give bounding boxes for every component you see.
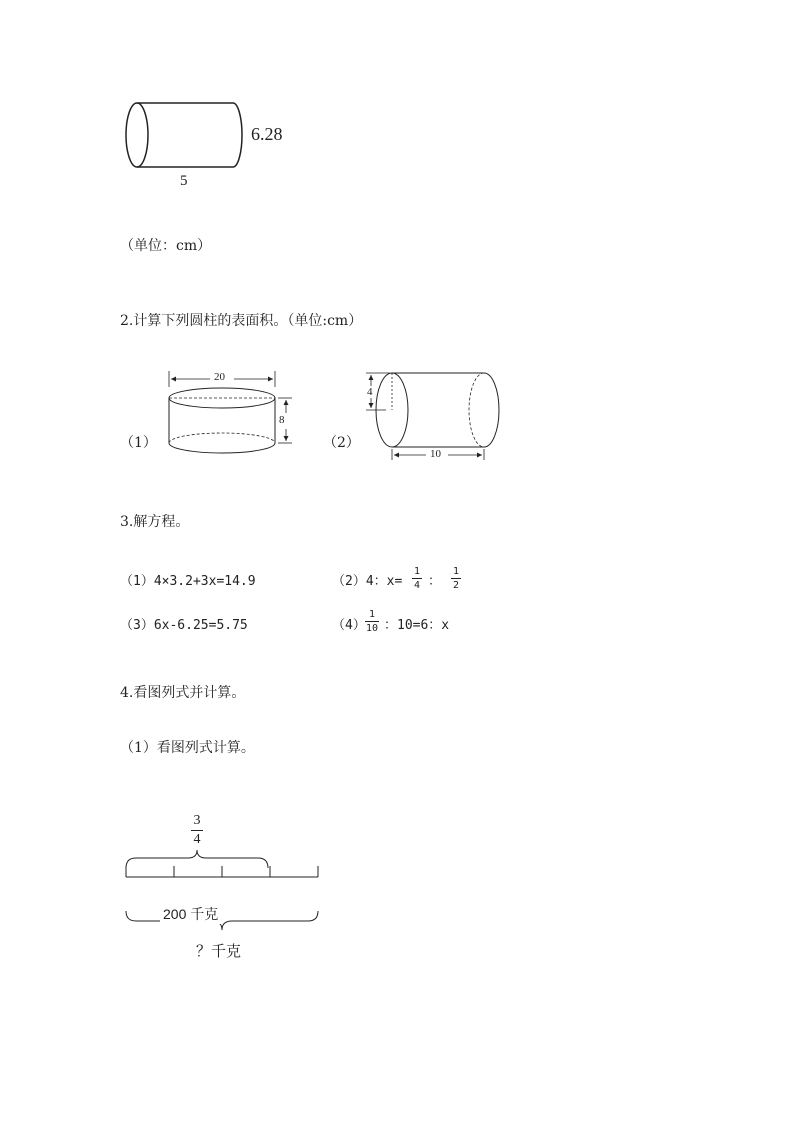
q4-fraction-label: 3 4 xyxy=(191,813,203,848)
cylinder1-width-label: 5 xyxy=(180,173,188,189)
unit-note: （单位：cm） xyxy=(120,238,212,254)
q3-eq2-prefix: （2）4：x= xyxy=(332,574,403,589)
q3-eq4-prefix: （4） xyxy=(332,618,366,633)
q3-eq1: （1）4×3.2+3x=14.9 xyxy=(120,574,256,589)
q3-eq3: （3）6x-6.25=5.75 xyxy=(120,618,248,633)
cylinder1-length-label: 6.28 xyxy=(251,124,283,144)
q3-eq2-fraction-2: 1 2 xyxy=(452,566,460,591)
q2-title: 2.计算下列圆柱的表面积。（单位:cm） xyxy=(120,313,363,329)
q2-fig2-label: （2） xyxy=(323,435,360,451)
q2-fig2-radius: 4 xyxy=(367,386,373,398)
q2-fig1-height: 8 xyxy=(279,414,285,426)
q4-title: 4.看图列式并计算。 xyxy=(120,685,246,701)
bottom-brace xyxy=(126,911,318,930)
q4-unknown-label: ？千克 xyxy=(196,943,242,960)
q4-known-label: 200 千克 xyxy=(160,904,221,924)
q2-fig1-label: （1） xyxy=(120,435,157,451)
q3-eq2-fraction-1: 1 4 xyxy=(413,566,421,591)
q3-eq4-fraction: 1 10 xyxy=(365,609,379,634)
q3-eq2-separator: ： xyxy=(428,574,442,589)
q2-fig1-diameter: 20 xyxy=(214,371,225,383)
q2-fig2-length: 10 xyxy=(430,448,441,460)
q4-sub1: （1）看图列式计算。 xyxy=(120,740,255,756)
q3-eq4-rest: ：10=6：x xyxy=(384,618,450,633)
q3-title: 3.解方程。 xyxy=(120,514,190,530)
top-brace xyxy=(126,850,268,868)
